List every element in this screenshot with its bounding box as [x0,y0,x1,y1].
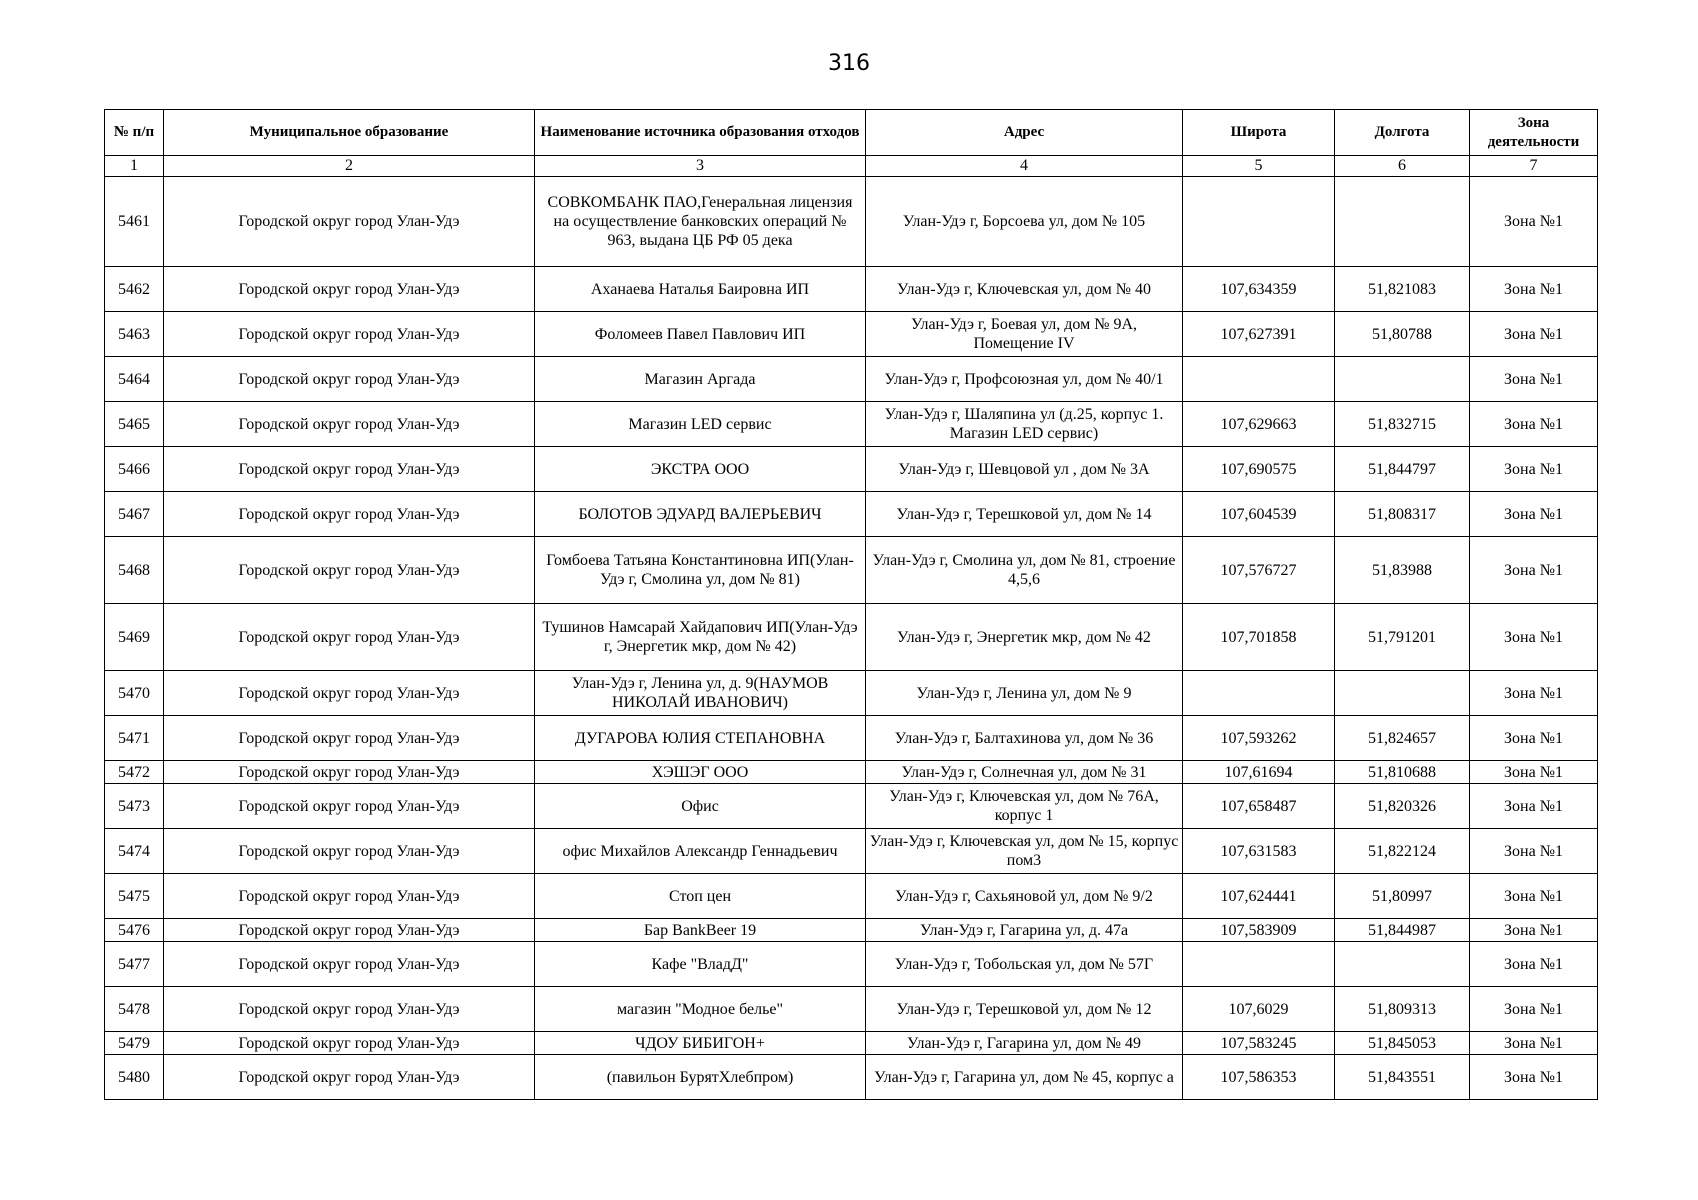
zone-cell: Зона №1 [1470,177,1598,267]
row-number: 5461 [105,177,164,267]
address-cell: Улан-Удэ г, Гагарина ул, дом № 45, корпус а [866,1055,1183,1100]
municipality-cell: Городской округ город Улан-Удэ [164,829,535,874]
zone-cell: Зона №1 [1470,987,1598,1032]
table-row [105,1032,1598,1055]
source-name-cell: офис Михайлов Александр Геннадьевич [535,829,866,874]
table-row [105,761,1598,784]
municipality-cell: Городской округ город Улан-Удэ [164,492,535,537]
municipality-cell: Городской округ город Улан-Удэ [164,1032,535,1055]
address-cell: Улан-Удэ г, Ключевская ул, дом № 15, корпус пом3 [866,829,1183,874]
longitude-cell: 51,821083 [1335,267,1470,312]
longitude-cell: 51,808317 [1335,492,1470,537]
column-number: 3 [535,156,866,177]
source-name-cell: ЧДОУ БИБИГОН+ [535,1032,866,1055]
longitude-cell [1335,177,1470,267]
table-row [105,784,1598,829]
latitude-cell: 107,586353 [1183,1055,1335,1100]
municipality-cell: Городской округ город Улан-Удэ [164,177,535,267]
row-number: 5474 [105,829,164,874]
address-cell: Улан-Удэ г, Балтахинова ул, дом № 36 [866,716,1183,761]
municipality-cell: Городской округ город Улан-Удэ [164,919,535,942]
address-cell: Улан-Удэ г, Профсоюзная ул, дом № 40/1 [866,357,1183,402]
address-cell: Улан-Удэ г, Борсоева ул, дом № 105 [866,177,1183,267]
address-cell: Улан-Удэ г, Сахьяновой ул, дом № 9/2 [866,874,1183,919]
source-name-cell: Кафе "ВладД" [535,942,866,987]
zone-cell: Зона №1 [1470,267,1598,312]
table-row [105,942,1598,987]
municipality-cell: Городской округ город Улан-Удэ [164,761,535,784]
source-name-cell: Фоломеев Павел Павлович ИП [535,312,866,357]
table-row [105,919,1598,942]
header-latitude: Широта [1183,110,1335,156]
address-cell: Улан-Удэ г, Гагарина ул, д. 47а [866,919,1183,942]
municipality-cell: Городской округ город Улан-Удэ [164,604,535,671]
row-number: 5464 [105,357,164,402]
waste-sources-table [104,109,1598,1100]
source-name-cell: Аханаева Наталья Баировна ИП [535,267,866,312]
source-name-cell: Стоп цен [535,874,866,919]
municipality-cell: Городской округ город Улан-Удэ [164,1055,535,1100]
column-number: 5 [1183,156,1335,177]
latitude-cell: 107,583245 [1183,1032,1335,1055]
municipality-cell: Городской округ город Улан-Удэ [164,716,535,761]
row-number: 5466 [105,447,164,492]
latitude-cell: 107,61694 [1183,761,1335,784]
source-name-cell: (павильон БурятХлебпром) [535,1055,866,1100]
source-name-cell: ХЭШЭГ ООО [535,761,866,784]
latitude-cell: 107,583909 [1183,919,1335,942]
source-name-cell: Бар BankBeer 19 [535,919,866,942]
column-number: 6 [1335,156,1470,177]
column-number: 1 [105,156,164,177]
source-name-cell: Магазин Аргада [535,357,866,402]
latitude-cell [1183,671,1335,716]
zone-cell: Зона №1 [1470,716,1598,761]
municipality-cell: Городской округ город Улан-Удэ [164,987,535,1032]
address-cell: Улан-Удэ г, Шевцовой ул , дом № 3А [866,447,1183,492]
municipality-cell: Городской округ город Улан-Удэ [164,874,535,919]
longitude-cell [1335,942,1470,987]
table-row [105,537,1598,604]
longitude-cell [1335,357,1470,402]
source-name-cell: магазин "Модное белье" [535,987,866,1032]
latitude-cell: 107,593262 [1183,716,1335,761]
zone-cell: Зона №1 [1470,784,1598,829]
table-row [105,447,1598,492]
latitude-cell: 107,634359 [1183,267,1335,312]
address-cell: Улан-Удэ г, Ключевская ул, дом № 40 [866,267,1183,312]
municipality-cell: Городской округ город Улан-Удэ [164,942,535,987]
row-number: 5477 [105,942,164,987]
row-number: 5472 [105,761,164,784]
zone-cell: Зона №1 [1470,357,1598,402]
latitude-cell [1183,177,1335,267]
zone-cell: Зона №1 [1470,919,1598,942]
row-number: 5469 [105,604,164,671]
municipality-cell: Городской округ город Улан-Удэ [164,671,535,716]
address-cell: Улан-Удэ г, Тобольская ул, дом № 57Г [866,942,1183,987]
header-address: Адрес [866,110,1183,156]
address-cell: Улан-Удэ г, Смолина ул, дом № 81, строение 4,5,6 [866,537,1183,604]
address-cell: Улан-Удэ г, Боевая ул, дом № 9А, Помещение IV [866,312,1183,357]
address-cell: Улан-Удэ г, Терешковой ул, дом № 12 [866,987,1183,1032]
header-source-name: Наименование источника образования отходов [535,110,866,156]
table-row [105,716,1598,761]
municipality-cell: Городской округ город Улан-Удэ [164,537,535,604]
row-number: 5475 [105,874,164,919]
source-name-cell: Тушинов Намсарай Хайдапович ИП(Улан-Удэ г, Энергетик мкр, дом № 42) [535,604,866,671]
address-cell: Улан-Удэ г, Солнечная ул, дом № 31 [866,761,1183,784]
latitude-cell: 107,604539 [1183,492,1335,537]
row-number: 5479 [105,1032,164,1055]
latitude-cell: 107,631583 [1183,829,1335,874]
zone-cell: Зона №1 [1470,402,1598,447]
latitude-cell: 107,658487 [1183,784,1335,829]
zone-cell: Зона №1 [1470,447,1598,492]
row-number: 5462 [105,267,164,312]
address-cell: Улан-Удэ г, Ленина ул, дом № 9 [866,671,1183,716]
column-numbers-row [105,156,1598,177]
row-number: 5473 [105,784,164,829]
table-row [105,604,1598,671]
longitude-cell: 51,809313 [1335,987,1470,1032]
latitude-cell: 107,690575 [1183,447,1335,492]
source-name-cell: Улан-Удэ г, Ленина ул, д. 9(НАУМОВ НИКОЛАЙ ИВАНОВИЧ) [535,671,866,716]
header-longitude: Долгота [1335,110,1470,156]
table-row [105,671,1598,716]
zone-cell: Зона №1 [1470,829,1598,874]
longitude-cell: 51,843551 [1335,1055,1470,1100]
source-name-cell: Офис [535,784,866,829]
zone-cell: Зона №1 [1470,492,1598,537]
zone-cell: Зона №1 [1470,671,1598,716]
row-number: 5478 [105,987,164,1032]
row-number: 5463 [105,312,164,357]
longitude-cell: 51,820326 [1335,784,1470,829]
address-cell: Улан-Удэ г, Ключевская ул, дом № 76А, корпус 1 [866,784,1183,829]
municipality-cell: Городской округ город Улан-Удэ [164,312,535,357]
latitude-cell: 107,6029 [1183,987,1335,1032]
table-row [105,874,1598,919]
source-name-cell: Магазин LED сервис [535,402,866,447]
longitude-cell: 51,845053 [1335,1032,1470,1055]
source-name-cell: БОЛОТОВ ЭДУАРД ВАЛЕРЬЕВИЧ [535,492,866,537]
row-number: 5480 [105,1055,164,1100]
zone-cell: Зона №1 [1470,942,1598,987]
longitude-cell: 51,844987 [1335,919,1470,942]
latitude-cell [1183,942,1335,987]
longitude-cell: 51,822124 [1335,829,1470,874]
row-number: 5471 [105,716,164,761]
table-row [105,177,1598,267]
latitude-cell: 107,701858 [1183,604,1335,671]
row-number: 5476 [105,919,164,942]
table-row [105,1055,1598,1100]
longitude-cell: 51,824657 [1335,716,1470,761]
zone-cell: Зона №1 [1470,761,1598,784]
source-name-cell: ДУГАРОВА ЮЛИЯ СТЕПАНОВНА [535,716,866,761]
longitude-cell [1335,671,1470,716]
page-number: 316 [828,51,870,76]
municipality-cell: Городской округ город Улан-Удэ [164,402,535,447]
municipality-cell: Городской округ город Улан-Удэ [164,447,535,492]
latitude-cell: 107,629663 [1183,402,1335,447]
zone-cell: Зона №1 [1470,312,1598,357]
latitude-cell: 107,627391 [1183,312,1335,357]
longitude-cell: 51,810688 [1335,761,1470,784]
row-number: 5467 [105,492,164,537]
municipality-cell: Городской округ город Улан-Удэ [164,267,535,312]
zone-cell: Зона №1 [1470,604,1598,671]
source-name-cell: ЭКСТРА ООО [535,447,866,492]
longitude-cell: 51,80788 [1335,312,1470,357]
latitude-cell: 107,624441 [1183,874,1335,919]
longitude-cell: 51,83988 [1335,537,1470,604]
source-name-cell: Гомбоева Татьяна Константиновна ИП(Улан-Удэ г, Смолина ул, дом № 81) [535,537,866,604]
table-row [105,492,1598,537]
address-cell: Улан-Удэ г, Гагарина ул, дом № 49 [866,1032,1183,1055]
latitude-cell: 107,576727 [1183,537,1335,604]
row-number: 5465 [105,402,164,447]
header-num: № п/п [105,110,164,156]
longitude-cell: 51,80997 [1335,874,1470,919]
table-row [105,312,1598,357]
table-row [105,987,1598,1032]
longitude-cell: 51,791201 [1335,604,1470,671]
zone-cell: Зона №1 [1470,1032,1598,1055]
municipality-cell: Городской округ город Улан-Удэ [164,357,535,402]
header-zone: Зона деятельности [1470,110,1598,156]
zone-cell: Зона №1 [1470,1055,1598,1100]
header-municipality: Муниципальное образование [164,110,535,156]
source-name-cell: СОВКОМБАНК ПАО,Генеральная лицензия на осуществление банковских операций № 963, выдана ЦБ РФ 05 дека [535,177,866,267]
column-number: 4 [866,156,1183,177]
table-row [105,829,1598,874]
address-cell: Улан-Удэ г, Терешковой ул, дом № 14 [866,492,1183,537]
table-row [105,267,1598,312]
zone-cell: Зона №1 [1470,874,1598,919]
column-number: 7 [1470,156,1598,177]
table-header-row [105,110,1598,156]
column-number: 2 [164,156,535,177]
address-cell: Улан-Удэ г, Энергетик мкр, дом № 42 [866,604,1183,671]
table-row [105,402,1598,447]
municipality-cell: Городской округ город Улан-Удэ [164,784,535,829]
row-number: 5470 [105,671,164,716]
longitude-cell: 51,844797 [1335,447,1470,492]
address-cell: Улан-Удэ г, Шаляпина ул (д.25, корпус 1. Магазин LED сервис) [866,402,1183,447]
zone-cell: Зона №1 [1470,537,1598,604]
longitude-cell: 51,832715 [1335,402,1470,447]
row-number: 5468 [105,537,164,604]
table-row [105,357,1598,402]
latitude-cell [1183,357,1335,402]
